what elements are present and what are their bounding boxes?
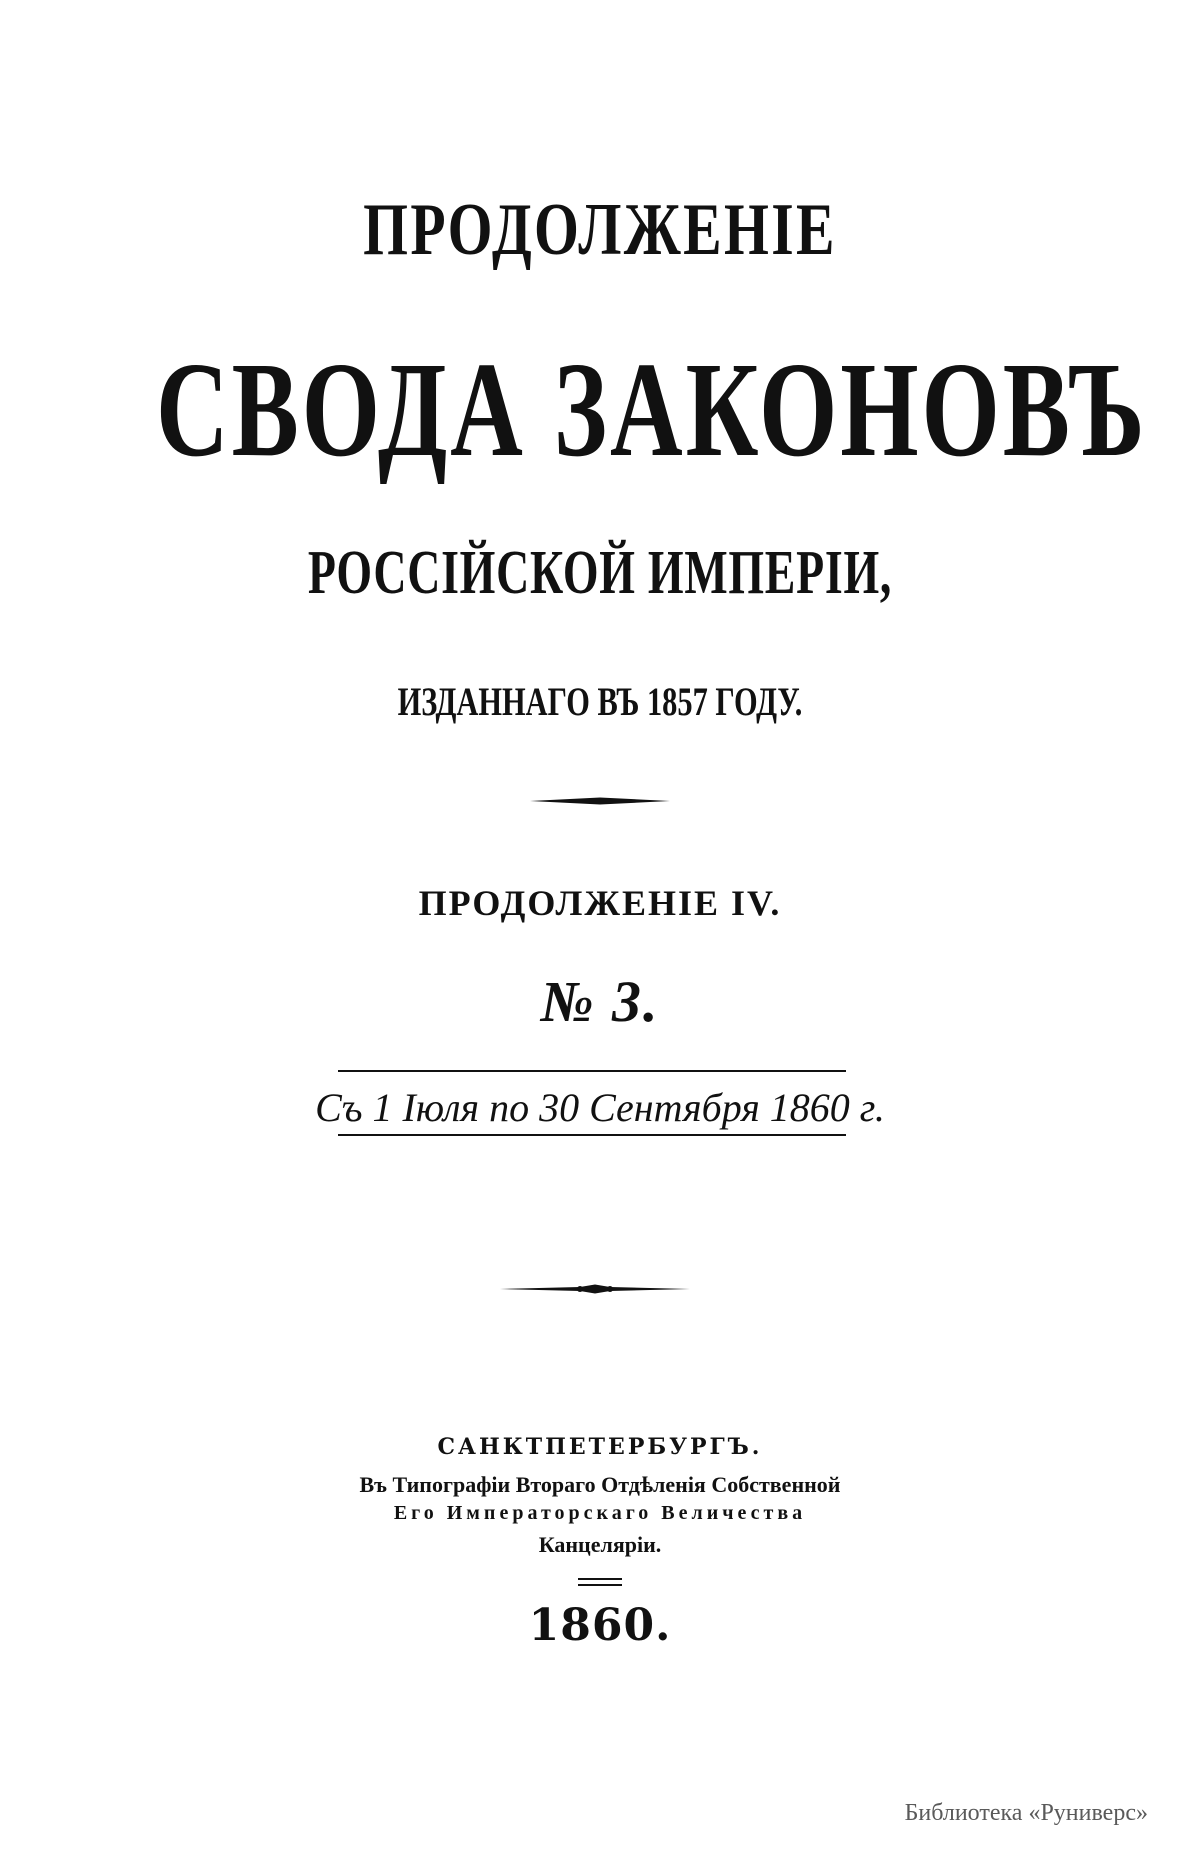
imprint-line-3: Канцеляріи. [538, 1532, 662, 1557]
date-rule-bottom [338, 1134, 846, 1136]
date-rule-top [338, 1070, 846, 1072]
imprint-line-1: Въ Типографіи Втораго Отдѣленія Собственной [359, 1472, 841, 1497]
imprint-double-rule-bottom [578, 1584, 622, 1586]
imprint-line-2: Его Императорскаго Величества [393, 1502, 807, 1524]
title-line-1: ПРОДОЛЖЕНІЕ [363, 189, 837, 271]
imprint-double-rule-top [578, 1578, 622, 1580]
ornament-rule-top [530, 795, 670, 807]
ornament-rule-middle [500, 1283, 690, 1295]
library-watermark: Библиотека «Руниверс» [904, 1800, 1148, 1826]
date-range: Съ 1 Іюля по 30 Сентября 1860 г. [315, 1085, 885, 1130]
title-line-2: СВОДА ЗАКОНОВЪ [156, 335, 1148, 485]
issue-number: № 3. [540, 969, 660, 1034]
imprint-year: 1860. [528, 1600, 672, 1651]
title-line-3: РОССІЙСКОЙ ИМПЕРІИ, [307, 539, 893, 607]
imprint-city: САНКТПЕТЕРБУРГЪ. [437, 1434, 763, 1460]
title-line-4: ИЗДАННАГО ВЪ 1857 ГОДУ. [397, 679, 803, 724]
continuation-number: ПРОДОЛЖЕНІЕ IV. [418, 883, 782, 923]
